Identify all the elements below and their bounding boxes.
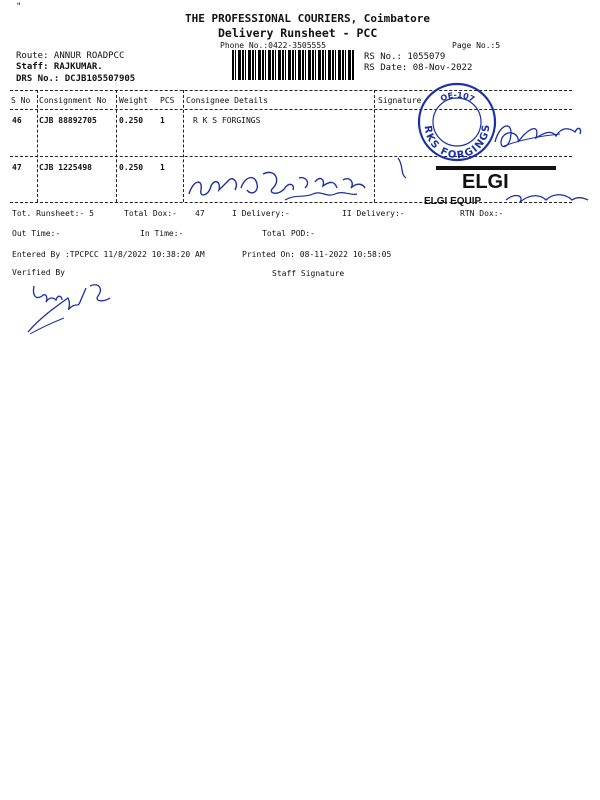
col-divider <box>183 90 184 202</box>
elgi-logo-text: ELGI <box>462 171 509 193</box>
elgi-sub-text: ELGI EQUIP <box>424 196 482 207</box>
total-pod: Total POD:- <box>262 229 315 238</box>
route-info: Route: ANNUR ROADPCC <box>16 51 125 61</box>
row-consignment: CJB 88892705 <box>39 116 97 125</box>
row-pcs: 1 <box>160 163 165 172</box>
corner-mark: " <box>16 2 22 12</box>
barcode <box>232 50 354 80</box>
entered-by: Entered By :TPCPCC 11/8/2022 10:38:20 AM <box>12 250 205 259</box>
row-consignee: R K S FORGINGS <box>193 116 261 125</box>
rs-date: RS Date: 08-Nov-2022 <box>364 63 473 73</box>
row-sno: 46 <box>12 116 22 125</box>
header-weight: Weight <box>119 96 148 105</box>
header-pcs: PCS <box>160 96 175 105</box>
stamp-ring-text: RKS FORGINGS <box>421 122 493 162</box>
i-delivery: I Delivery:- <box>232 209 290 218</box>
row-pcs: 1 <box>160 116 165 125</box>
phone-number: Phone No.:0422-3505555 <box>220 41 326 50</box>
out-time: Out Time:- <box>12 229 61 238</box>
stamp-top-text: OE-107 <box>439 90 477 104</box>
rtn-dox: RTN Dox:- <box>460 209 504 218</box>
in-time: In Time:- <box>140 229 184 238</box>
header-consignee: Consignee Details <box>186 96 268 105</box>
elgi-company-stamp <box>396 156 591 208</box>
verified-by-signature <box>20 278 115 336</box>
header-signature: Signature <box>378 96 422 105</box>
staff-info: Staff: RAJKUMAR. <box>16 62 103 72</box>
header-sno: S No <box>11 96 31 105</box>
verified-by: Verified By <box>12 268 65 277</box>
signature-row-46 <box>490 112 585 157</box>
col-divider <box>37 90 38 202</box>
printed-on: Printed On: 08-11-2022 10:58:05 <box>242 250 392 259</box>
page-number: Page No.:5 <box>452 41 501 50</box>
staff-signature-label: Staff Signature <box>272 269 345 278</box>
total-dox-value: 47 <box>195 209 205 218</box>
rks-forgings-stamp <box>412 82 502 162</box>
row-consignment: CJB 1225498 <box>39 163 92 172</box>
drs-number: DRS No.: DCJB105507905 <box>16 74 136 84</box>
header-consignment: Consignment No <box>39 96 107 105</box>
runsheet-title: Delivery Runsheet - PCC <box>218 26 378 40</box>
svg-text:OE-107 <box>439 91 476 104</box>
company-title: THE PROFESSIONAL COURIERS, Coimbatore <box>185 12 431 25</box>
ii-delivery: II Delivery:- <box>342 209 405 218</box>
row-weight: 0.250 <box>119 116 144 125</box>
handwritten-receipt-row-47 <box>185 160 375 205</box>
col-divider <box>116 90 117 202</box>
total-runsheet: Tot. Runsheet:- 5 <box>12 209 94 218</box>
total-dox-label: Total Dox:- <box>124 209 177 218</box>
row-sno: 47 <box>12 163 22 172</box>
row-weight: 0.250 <box>119 163 144 172</box>
rs-number: RS No.: 1055079 <box>364 52 446 62</box>
